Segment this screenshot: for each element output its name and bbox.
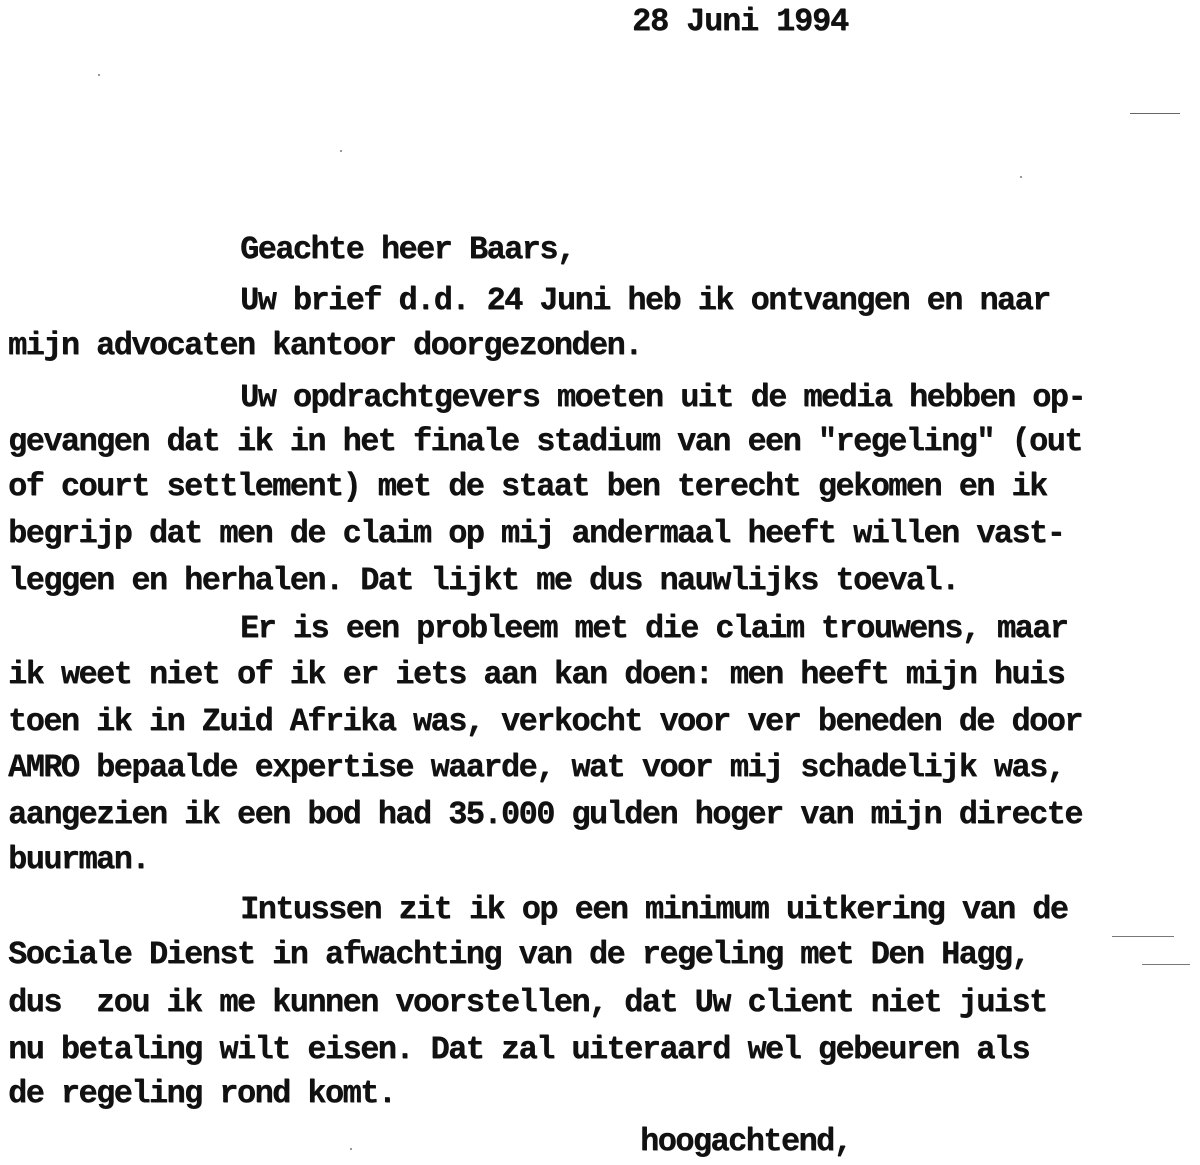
body-line-15: Sociale Dienst in afwachting van de regeling met Den Hagg, (8, 936, 1029, 973)
body-line-1: Uw brief d.d. 24 Juni heb ik ontvangen en naar (240, 282, 1050, 319)
margin-mark (1142, 964, 1190, 965)
margin-mark (1130, 113, 1180, 114)
closing: hoogachtend, (640, 1123, 852, 1160)
body-line-7: leggen en herhalen. Dat lijkt me dus nauwlijks toeval. (8, 562, 959, 599)
body-line-5: of court settlement) met de staat ben terecht gekomen en ik (8, 468, 1047, 505)
body-line-6: begrijp dat men de claim op mij andermaal heeft willen vast- (8, 515, 1065, 552)
speck (1020, 176, 1022, 178)
letter-date: 28 Juni 1994 (632, 3, 849, 40)
body-line-10: toen ik in Zuid Afrika was, verkocht voor ver beneden de door (8, 703, 1082, 740)
body-line-9: ik weet niet of ik er iets aan kan doen: men heeft mijn huis (8, 656, 1065, 693)
body-line-18: de regeling rond komt. (8, 1075, 396, 1112)
speck (340, 150, 342, 152)
body-line-8: Er is een probleem met die claim trouwens, maar (240, 610, 1068, 647)
body-line-4: gevangen dat ik in het finale stadium van een "regeling" (out (8, 423, 1082, 460)
speck (98, 74, 100, 76)
body-line-17: nu betaling wilt eisen. Dat zal uiteraard wel gebeuren als (8, 1031, 1029, 1068)
body-line-12: aangezien ik een bod had 35.000 gulden hoger van mijn directe (8, 796, 1082, 833)
body-line-11: AMRO bepaalde expertise waarde, wat voor mij schadelijk was, (8, 749, 1065, 786)
body-line-14: Intussen zit ik op een minimum uitkering van de (240, 891, 1068, 928)
salutation: Geachte heer Baars, (240, 231, 575, 268)
body-line-3: Uw opdrachtgevers moeten uit de media hebben op- (240, 379, 1085, 416)
body-line-16: dus zou ik me kunnen voorstellen, dat Uw client niet juist (8, 984, 1047, 1021)
body-line-2: mijn advocaten kantoor doorgezonden. (8, 327, 642, 364)
body-line-13: buurman. (8, 841, 149, 878)
margin-mark (1112, 936, 1174, 937)
speck (350, 1148, 352, 1150)
